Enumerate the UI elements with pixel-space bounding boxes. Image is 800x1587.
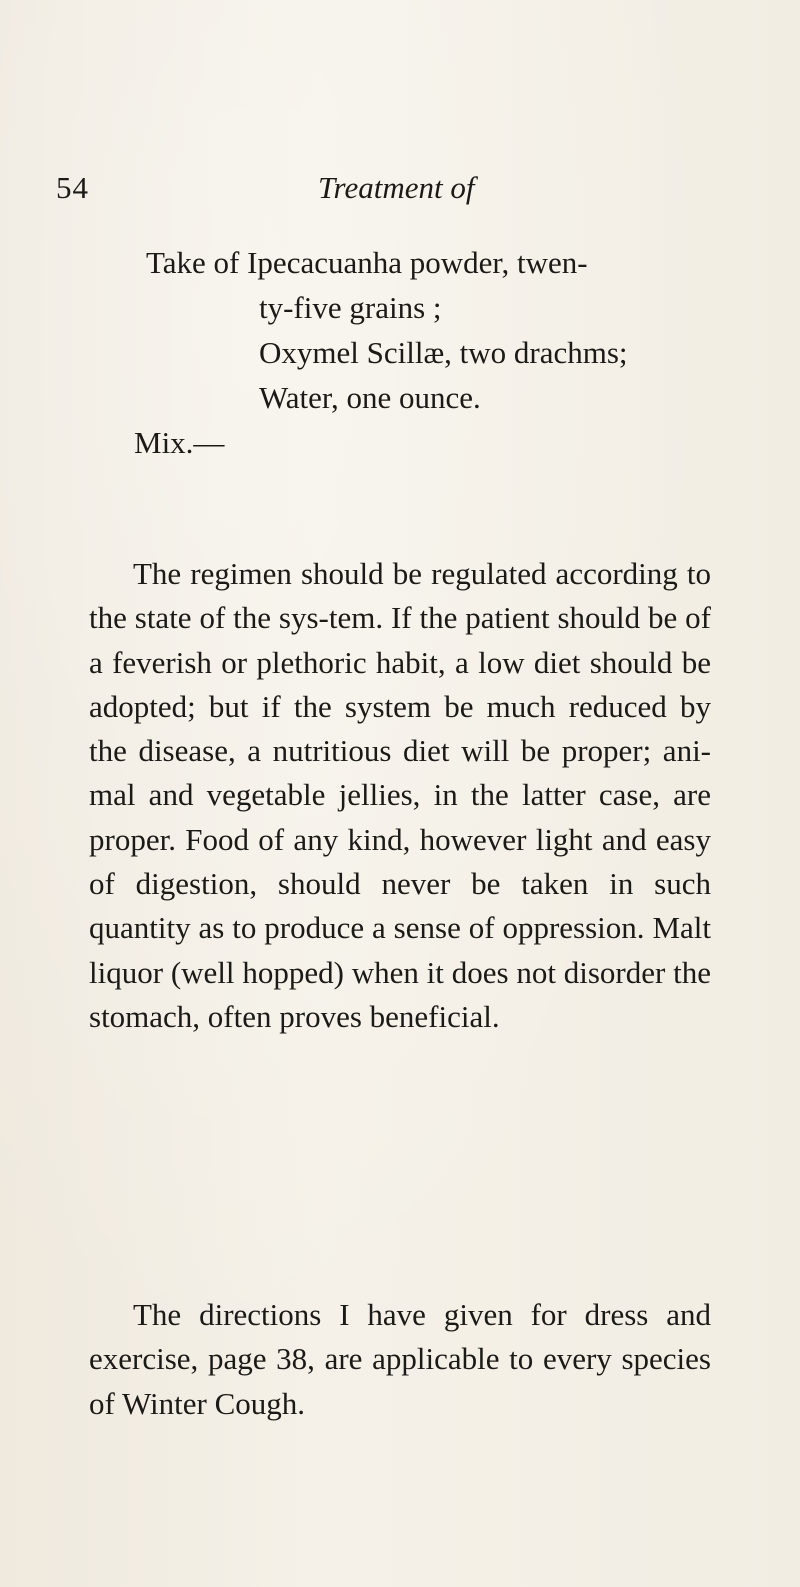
page-header xyxy=(56,170,746,210)
prescription-line: Take of Ipecacuanha powder, twen- xyxy=(146,245,588,280)
prescription-line: ty-five grains ; xyxy=(259,290,442,325)
page-number: 54 xyxy=(56,170,89,205)
prescription-line: Water, one ounce. xyxy=(259,380,481,415)
prescription-mix-line: Mix.— xyxy=(134,425,225,460)
body-paragraph-regimen: The regimen should be regulated according to the state of the sys-tem. If the patient should be of a feverish or plethoric habit, a low diet should be adopted; but if the system be much reduced by the disease, a nutritious diet will be proper; ani-mal and vegetable jellies, in the latter case, are proper. Food of any kind, however light and easy of digestion, should never be taken in such quantity as to produce a sense of oppression. Malt liquor (well hopped) when it does not disorder the stomach, often proves beneficial. xyxy=(89,556,711,1034)
body-paragraph-directions: The directions I have given for dress and exercise, page 38, are applicable to every species of Winter Cough. xyxy=(89,1297,711,1421)
running-title: Treatment of xyxy=(318,170,475,205)
prescription-line: Oxymel Scillæ, two drachms; xyxy=(259,335,628,370)
prescription-block xyxy=(90,240,730,465)
